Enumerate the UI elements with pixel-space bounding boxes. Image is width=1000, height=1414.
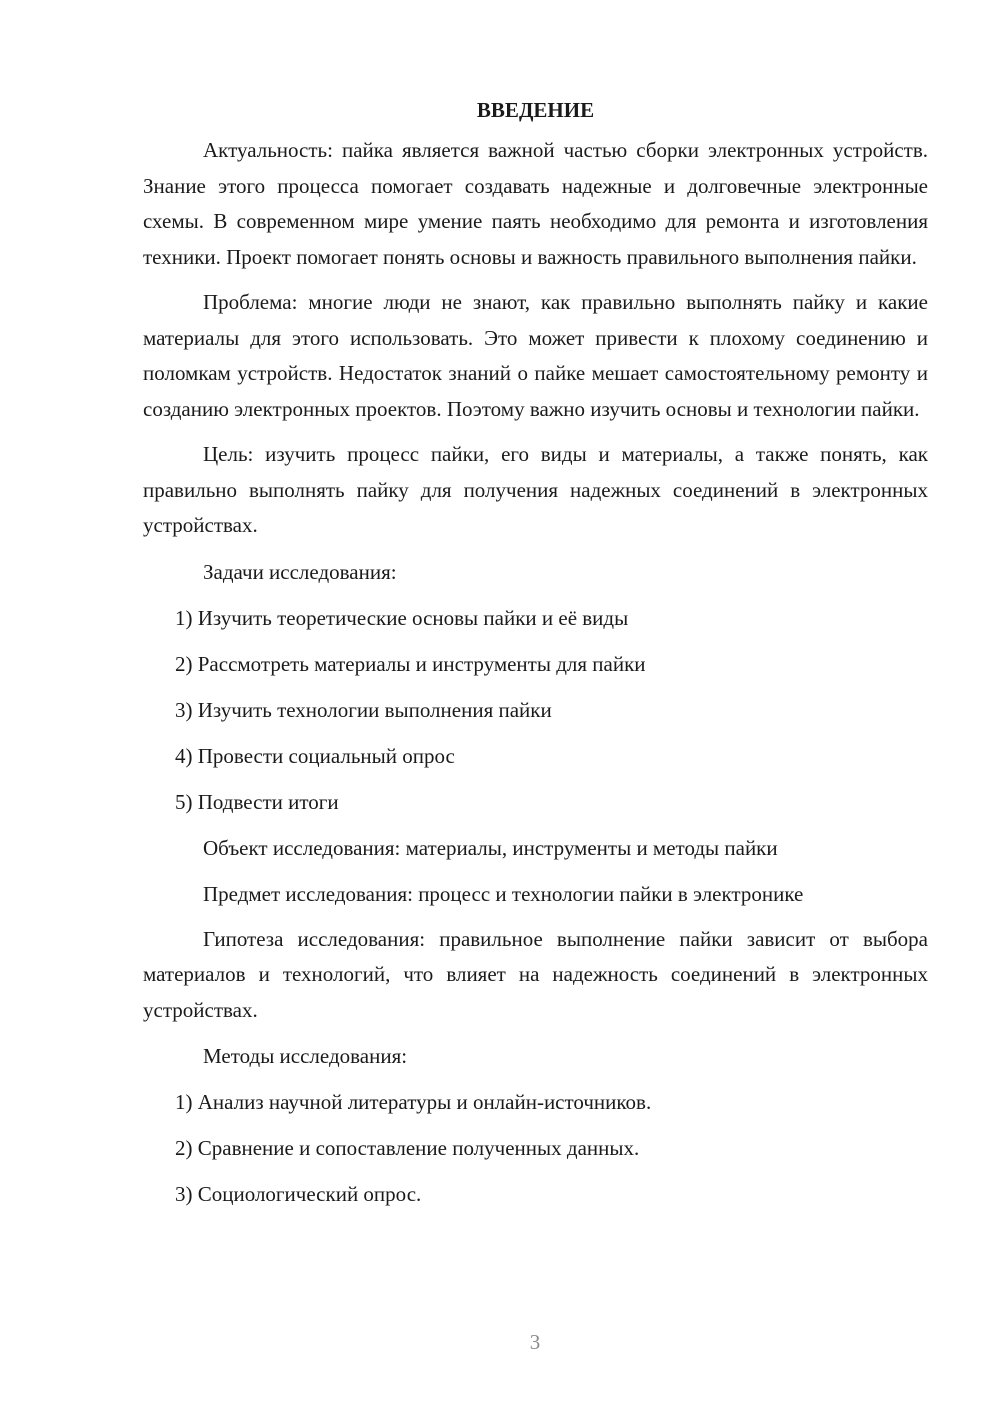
research-subject: Предмет исследования: процесс и технологии пайки в электронике: [203, 881, 804, 906]
tasks-list: [143, 600, 928, 820]
methods-heading: Методы исследования:: [203, 1044, 408, 1068]
problem-paragraph: Проблема: многие люди не знают, как правильно выполнять пайку и какие материалы для этого использовать. Это может привести к плохому соединению и поломкам устройств. Недостаток знаний о пайке мешает самостоятельному ремонту и созданию электронных проектов. Поэтому важно изучить основы и технологии пайки.: [143, 290, 928, 421]
section-title: ВВЕДЕНИЕ: [476, 98, 595, 122]
method-item: 3) Социологический опрос.: [175, 1182, 422, 1206]
task-item: 4) Провести социальный опрос: [175, 743, 455, 768]
method-item: 2) Сравнение и сопоставление полученных данных.: [175, 1136, 640, 1160]
page-content: [143, 92, 928, 1222]
task-item: 3) Изучить технологии выполнения пайки: [175, 697, 552, 722]
relevance-paragraph: Актуальность: пайка является важной частью сборки электронных устройств. Знание этого процесса помогает создавать надежные и долговечные электронные схемы. В современном мире умение паять необходимо для ремонта и изготовления техники. Проект помогает понять основы и важность правильного выполнения пайки.: [143, 138, 928, 269]
task-item: 2) Рассмотреть материалы и инструменты для пайки: [175, 651, 646, 676]
task-item: 5) Подвести итоги: [175, 789, 339, 814]
method-item: 1) Анализ научной литературы и онлайн-источников.: [175, 1090, 652, 1114]
task-item: 1) Изучить теоретические основы пайки и её виды: [175, 605, 629, 630]
page-number: 3: [529, 1330, 541, 1354]
hypothesis-paragraph: Гипотеза исследования: правильное выполнение пайки зависит от выбора материалов и технологий, что влияет на надежность соединений в электронных устройствах.: [143, 926, 928, 1022]
goal-paragraph: Цель: изучить процесс пайки, его виды и материалы, а также понять, как правильно выполнять пайку для получения надежных соединений в электронных устройствах.: [143, 442, 928, 537]
research-object: Объект исследования: материалы, инструменты и методы пайки: [203, 835, 778, 860]
methods-list: [143, 1084, 928, 1212]
tasks-heading: Задачи исследования:: [203, 559, 397, 584]
